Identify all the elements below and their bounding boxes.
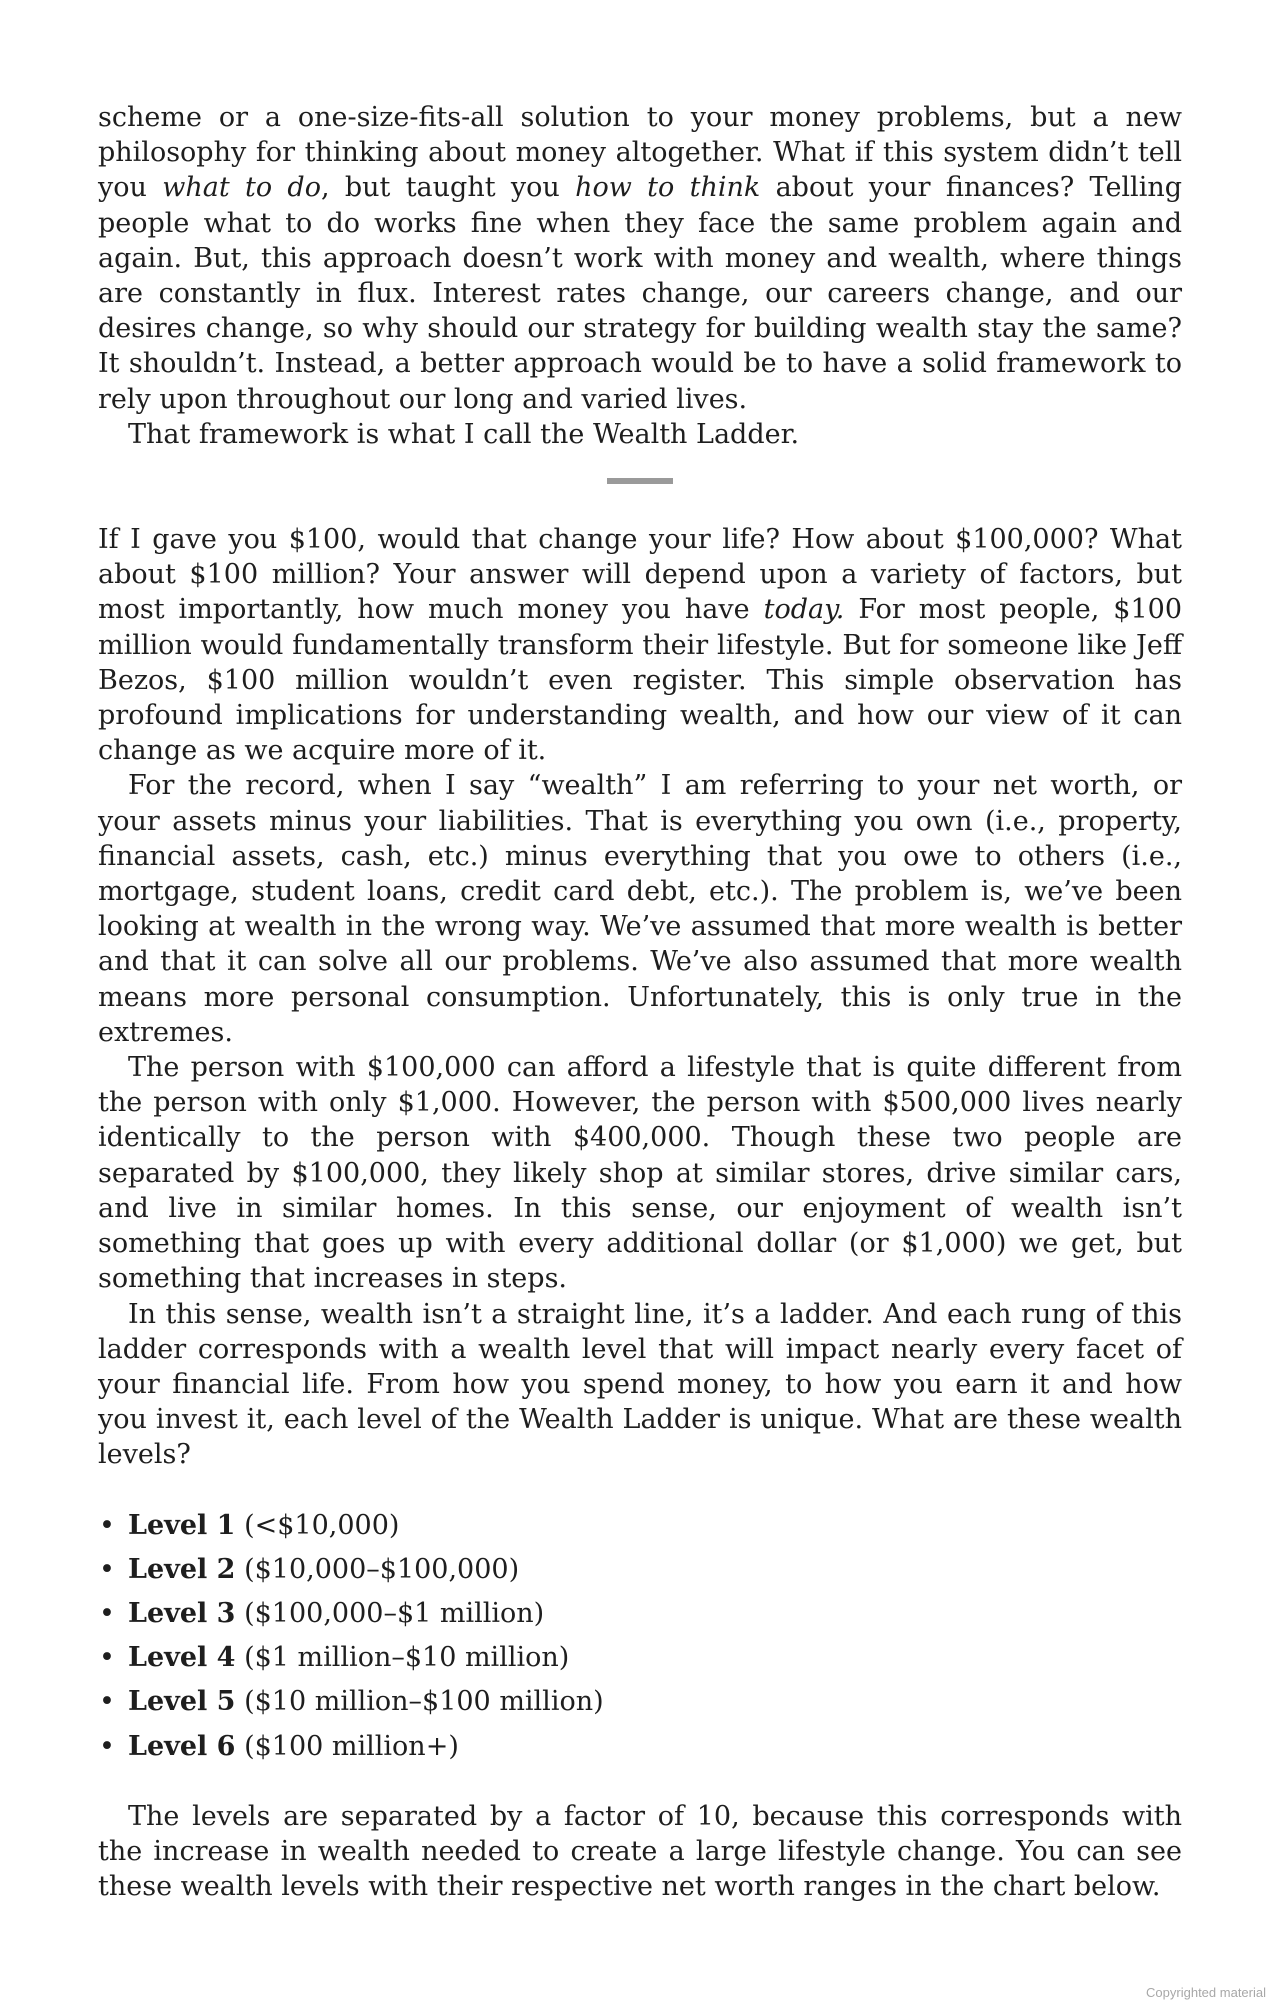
bullet-icon: • bbox=[99, 1642, 115, 1674]
bullet-icon: • bbox=[99, 1553, 115, 1585]
list-item bbox=[98, 1725, 1182, 1769]
closing-paragraph: The levels are separated by a factor of 10, because this corresponds with the increase in wealth needed to create a large lifestyle change. You can see these wealth levels with their respective net worth ranges in the chart below. bbox=[98, 1800, 1182, 1903]
level-range: ($1 million–$10 million) bbox=[244, 1642, 570, 1674]
section-paragraph-3: The person with $100,000 can afford a lifestyle that is quite different from the person with only $1,000. However, the person with $500,000 lives nearly identically to the person with $400,000. Though these two people are separated by $100,000, they likely shop at similar stores, drive similar cars, and live in similar homes. In this sense, our enjoyment of wealth isn’t something that goes up with every additional dollar (or $1,000) we get, but something that increases in steps. bbox=[98, 1052, 1182, 1295]
bullet-icon: • bbox=[99, 1730, 115, 1762]
section-divider bbox=[607, 478, 673, 484]
list-item bbox=[98, 1548, 1182, 1592]
level-label: Level 1 bbox=[128, 1509, 236, 1541]
level-range: ($10 million–$100 million) bbox=[244, 1686, 604, 1718]
emphasis-how-to-think: how to think bbox=[575, 172, 761, 204]
emphasis-what-to-do: what to do bbox=[162, 172, 321, 204]
section-paragraph-4: In this sense, wealth isn’t a straight line, it’s a ladder. And each rung of this ladder corresponds with a wealth level that will impact nearly every facet of your financial life. From how you spend money, to how you earn it and how you invest it, each level of the Wealth Ladder is unique. What are these wealth levels? bbox=[98, 1298, 1182, 1471]
level-range: ($10,000–$100,000) bbox=[244, 1553, 520, 1585]
bullet-icon: • bbox=[99, 1686, 115, 1718]
level-label: Level 3 bbox=[128, 1597, 236, 1629]
emphasis-today: today. bbox=[763, 594, 845, 626]
level-label: Level 6 bbox=[128, 1730, 236, 1762]
level-label: Level 5 bbox=[128, 1686, 236, 1718]
wealth-section bbox=[98, 522, 1182, 1472]
page-body bbox=[98, 100, 1182, 1904]
list-item bbox=[98, 1636, 1182, 1680]
list-item bbox=[98, 1680, 1182, 1724]
list-item bbox=[98, 1504, 1182, 1548]
level-range: ($100 million+) bbox=[244, 1730, 459, 1762]
level-label: Level 4 bbox=[128, 1642, 236, 1674]
level-label: Level 2 bbox=[128, 1553, 236, 1585]
copyright-watermark: Copyrighted material bbox=[1146, 1985, 1266, 2000]
bullet-icon: • bbox=[99, 1509, 115, 1541]
section-paragraph-1: If I gave you $100, would that change your life? How about $100,000? What about $100 million? Your answer will depend upon a variety of factors, but most importantly, how much money you have today. For most people, $100 million would fundamentally transform their lifestyle. But for someone like Jeff Bezos, $100 million wouldn’t even register. This simple observation has profound implications for understanding wealth, and how our view of it can change as we acquire more of it. bbox=[98, 524, 1182, 767]
section-paragraph-2: For the record, when I say “wealth” I am referring to your net worth, or your assets minus your liabilities. That is everything you own (i.e., property, financial assets, cash, etc.) minus everything that you owe to others (i.e., mortgage, student loans, credit card debt, etc.). The problem is, we’ve been looking at wealth in the wrong way. We’ve assumed that more wealth is better and that it can solve all our problems. We’ve also assumed that more wealth means more personal consumption. Unfortunately, this is only true in the extremes. bbox=[98, 770, 1182, 1048]
level-range: (<$10,000) bbox=[244, 1509, 400, 1541]
list-item bbox=[98, 1592, 1182, 1636]
wealth-levels-list bbox=[98, 1504, 1182, 1769]
bullet-icon: • bbox=[99, 1597, 115, 1629]
level-range: ($100,000–$1 million) bbox=[244, 1597, 545, 1629]
framework-paragraph: That framework is what I call the Wealth Ladder. bbox=[128, 418, 800, 450]
intro-paragraph: scheme or a one-size-fits-all solution to your money problems, but a new philosophy for thinking about money altogether. What if this system didn’t tell you what to do, but taught you how to think about your finances? Telling people what to do works fine when they face the same problem again and again. But, this approach doesn’t work with money and wealth, where things are constantly in flux. Interest rates change, our careers change, and our desires change, so why should our strategy for building wealth stay the same? It shouldn’t. Instead, a better approach would be to have a solid framework to rely upon throughout our long and varied lives. bbox=[98, 102, 1182, 415]
